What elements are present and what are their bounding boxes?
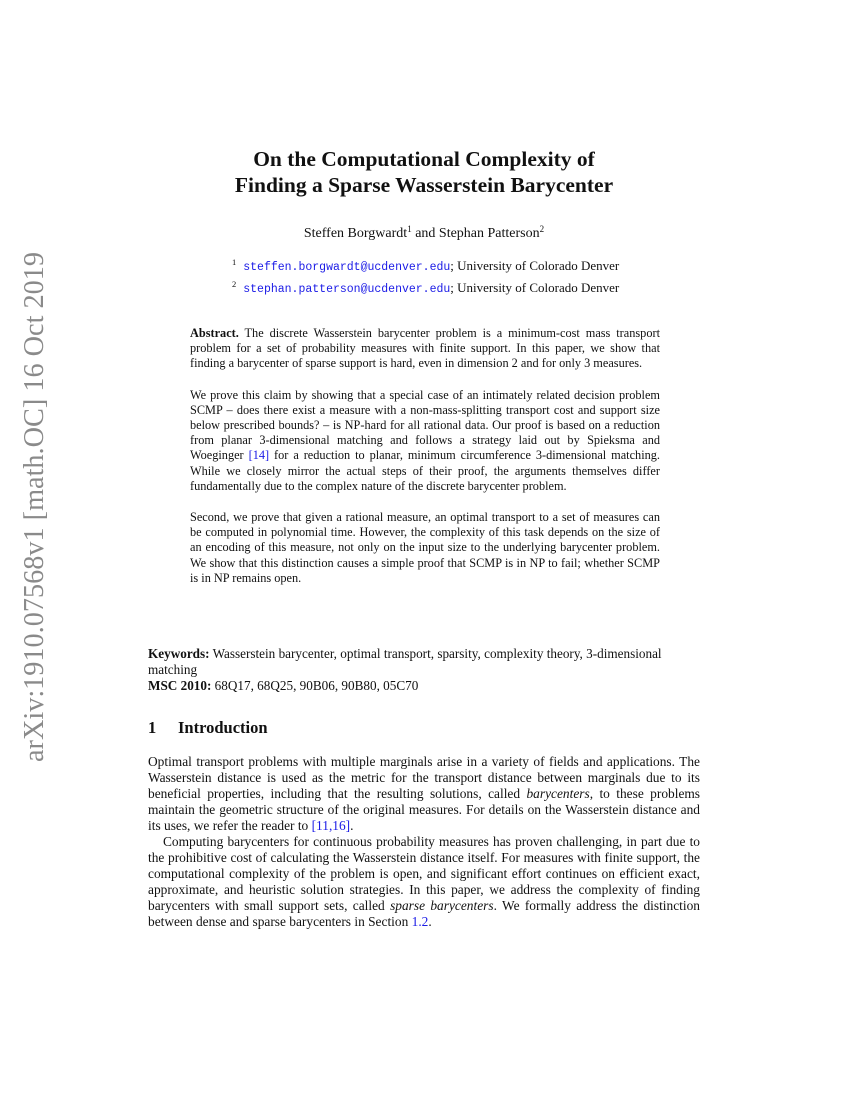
- affiliation-number: 2: [232, 279, 237, 289]
- affiliation-institution: ; University of Colorado Denver: [450, 280, 620, 295]
- affiliation-institution: ; University of Colorado Denver: [450, 258, 620, 273]
- abstract-text: The discrete Wasserstein barycenter problem is a minimum-cost mass transport problem for a set of probability measures with finite support. In this paper, we show that finding a barycenter of sparse support is hard, even in dimension 2 and for only 3 measures.: [190, 326, 660, 371]
- abstract: [190, 326, 660, 602]
- keywords-text: Wasserstein barycenter, optimal transport, sparsity, complexity theory, 3-dimensional matching: [148, 646, 662, 677]
- section-number: 1: [148, 718, 157, 737]
- abstract-paragraph: [190, 388, 660, 494]
- abstract-text: Second, we prove that given a rational measure, an optimal transport to a set of measures can be computed in polynomial time. However, the complexity of this task depends on the size of an encoding of this measure, not only on the input size to the underlying barycenter problem. We show that this distinction causes a simple proof that SCMP is in NP to fail; whether SCMP is in NP remains open.: [190, 510, 660, 585]
- abstract-paragraph: [190, 326, 660, 372]
- affiliation-row: [232, 276, 619, 298]
- title-line-1: On the Computational Complexity of: [253, 147, 595, 171]
- email-link[interactable]: stephan.patterson@ucdenver.edu: [243, 283, 451, 296]
- msc-line: [148, 678, 700, 694]
- affiliation-row: [232, 254, 619, 276]
- body-text: .: [428, 914, 432, 929]
- author-name: Stephan Patterson: [438, 226, 540, 241]
- msc-text: 68Q17, 68Q25, 90B06, 90B80, 05C70: [214, 678, 419, 693]
- section-title: Introduction: [178, 718, 268, 737]
- email-link[interactable]: steffen.borgwardt@ucdenver.edu: [243, 261, 451, 274]
- emphasis-text: barycenters: [526, 786, 590, 801]
- author-name: Steffen Borgwardt: [303, 226, 408, 241]
- arxiv-id-text: arXiv:1910.07568v1 [math.OC] 16 Oct 2019: [18, 238, 50, 762]
- title-line-2: Finding a Sparse Wasserstein Barycenter: [234, 173, 614, 197]
- author-list: [148, 224, 700, 242]
- abstract-text: We prove this claim by showing that a special case of an intimately related decision problem SCMP – does there exist a measure with a non-mass-splitting transport cost and support size below prescribed bounds? – is NP-hard for all rational data. Our proof is based on a reduction from planar 3-dimensional matching and follows a strategy laid out by Spieksma and Woeginger: [190, 387, 660, 463]
- abstract-paragraph: [190, 510, 660, 586]
- affiliation-mark: 1: [407, 224, 412, 234]
- section-heading: [148, 718, 268, 738]
- body-paragraph: [148, 834, 700, 930]
- abstract-label: Abstract.: [190, 326, 239, 340]
- affiliation-number: 1: [232, 257, 237, 267]
- body-text: , to these problems maintain the geometric structure of the original measures. For details on the Wasserstein distance and its uses, we refer the reader to: [148, 786, 701, 833]
- paper-title: [148, 146, 700, 198]
- abstract-text: for a reduction to planar, minimum circumference 3-dimensional matching. While we closely mirror the actual steps of their proof, the arguments themselves differ fundamentally due to the complex nature of the discrete barycenter problem.: [190, 448, 660, 493]
- body-text: .: [350, 818, 354, 833]
- citation-link[interactable]: [11,16]: [311, 818, 351, 833]
- body-text: Computing barycenters for continuous probability measures has proven challenging, in part due to the prohibitive cost of calculating the Wasserstein distance itself. For measures with finite support, the computational complexity of the problem is open, and significant effort continues on efficient exact, approximate, and heuristic solution strategies. In this paper, we address the complexity of finding barycenters with small support sets, called: [148, 834, 700, 913]
- keywords-line: [148, 646, 700, 678]
- affiliation-mark: 2: [539, 224, 545, 234]
- section-link[interactable]: 1.2: [411, 914, 429, 929]
- emphasis-text: sparse barycenters: [390, 898, 494, 913]
- citation-link[interactable]: [14]: [248, 448, 270, 463]
- keywords-block: [148, 646, 700, 694]
- keywords-label: Keywords:: [148, 646, 210, 661]
- author-conjunction: and: [411, 226, 439, 241]
- msc-label: MSC 2010:: [148, 678, 212, 693]
- body-paragraph: [148, 754, 700, 834]
- body-text: Optimal transport problems with multiple marginals arise in a variety of fields and applications. The Wasserstein distance is used as the metric for the transport distance between marginals due to its beneficial properties, including that the resulting solutions, called: [148, 754, 700, 801]
- affiliations: [232, 254, 619, 298]
- arxiv-identifier-stamp: [12, 200, 52, 800]
- introduction-body: [148, 754, 700, 930]
- body-text: . We formally address the distinction between dense and sparse barycenters in Section: [148, 898, 700, 929]
